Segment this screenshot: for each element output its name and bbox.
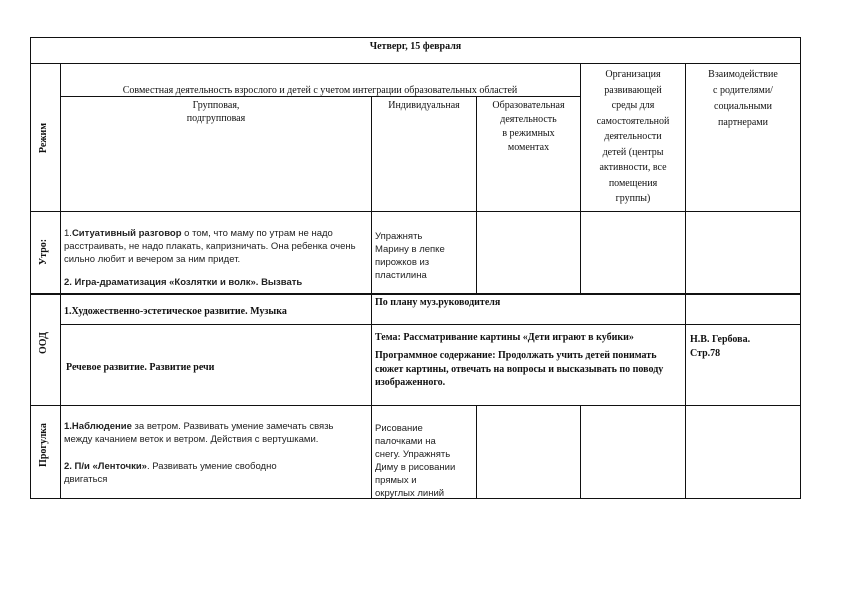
ood-theme: Тема: Рассматривание картины «Дети играют в кубики»: [375, 332, 634, 343]
ood-music-plan: По плану муз.руководителя: [375, 297, 501, 308]
parents-column-header: Взаимодействие с родителями/ социальными партнерами: [708, 69, 778, 128]
regime-label: Режим: [38, 122, 49, 154]
morning-group-activity: 1.Ситуативный разговор о том, что маму по утрам не надо расстраивать, не надо плакать, капризничать. Она ребенка очень сильно любит и вечером за ним придет. 2. Игра-драматизация «Козлятки и волк». Вызвать: [64, 228, 356, 288]
morning-label: Утро:: [38, 238, 49, 266]
ood-label: ООД: [38, 332, 49, 354]
ood-author-reference: Н.В. Гербова. Стр.78: [690, 334, 751, 359]
educational-column-header: Образовательная деятельность в режимных моментах: [492, 100, 565, 153]
ood-music-title: 1.Художественно-эстетическое развитие. Музыка: [64, 306, 287, 317]
page-title: Четверг, 15 февраля: [369, 41, 462, 52]
individual-column-header: Индивидуальная: [388, 100, 460, 111]
group-column-header: Групповая, подгрупповая: [186, 100, 246, 124]
walk-label: Прогулка: [38, 423, 49, 467]
joint-activity-header: Совместная деятельность взрослого и детей с учетом интеграции образовательных областей: [122, 85, 518, 96]
ood-program-content: Программное содержание: Продолжать учить детей понимать сюжет картины, отвечать на вопросы и высказывать по поводу изображенного.: [375, 350, 664, 388]
environment-column-header: Организация развивающей среды для самостоятельной деятельности детей (центры активности, все помещения группы): [596, 69, 670, 204]
morning-individual-activity: Упражнять Марину в лепке пирожков из пластилина: [375, 231, 445, 281]
ood-speech-title: Речевое развитие. Развитие речи: [66, 362, 215, 373]
walk-individual-activity: Рисование палочками на снегу. Упражнять Диму в рисовании прямых и округлых линий: [375, 423, 456, 498]
walk-group-activity: 1.Наблюдение за ветром. Развивать умение замечать связь между качанием веток и ветром. Действия с вертушками. 2. П/и «Ленточки». Развивать умение свободно двигаться: [64, 421, 334, 485]
